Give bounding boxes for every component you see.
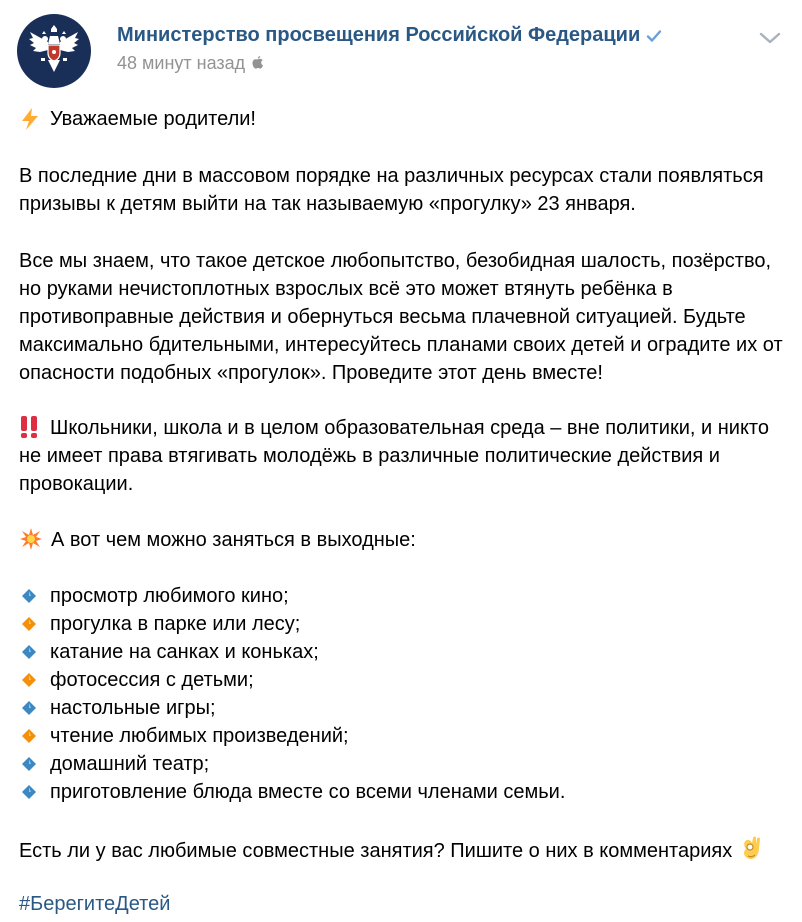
activity-item: настольные игры; [50, 697, 216, 719]
post-author-link[interactable] [117, 24, 662, 49]
lightning-emoji-icon [19, 107, 41, 136]
author-name[interactable]: Министерство просвещения Российской Федерации [117, 24, 641, 46]
activity-item: катание на санках и коньках; [50, 641, 319, 663]
blue-diamond-icon [20, 699, 38, 722]
activities-intro: А вот чем можно заняться в выходные: [51, 529, 416, 551]
paragraph-2-line-1: Все мы знаем, что такое детское любопытство, безобидная шалость, позёрство, [19, 250, 772, 272]
post-menu-chevron-down-icon[interactable] [758, 30, 782, 46]
paragraph-2-line-5: опасности подобных «прогулок». Проведите этот день вместе! [19, 362, 603, 384]
ministry-emblem-avatar[interactable] [17, 14, 91, 88]
verified-check-icon [646, 26, 662, 49]
blue-diamond-icon [20, 643, 38, 666]
paragraph-1-line-2: призывы к детям выйти на так называемую «прогулку» 23 января. [19, 193, 636, 215]
paragraph-1-line-1: В последние дни в массовом порядке на различных ресурсах стали появляться [19, 165, 764, 187]
closing-question [19, 835, 764, 868]
activity-item: просмотр любимого кино; [50, 585, 289, 607]
collision-emoji-icon [19, 527, 43, 556]
blue-diamond-icon [20, 755, 38, 778]
paragraph-3-line-1: Школьники, школа и в целом образовательная среда – вне политики, и никто [50, 417, 769, 439]
orange-diamond-icon [20, 727, 38, 750]
orange-diamond-icon [20, 671, 38, 694]
blue-diamond-icon [20, 587, 38, 610]
post-time[interactable]: 48 минут назад [117, 53, 246, 73]
closing-question-text: Есть ли у вас любимые совместные занятия? Пишите о них в комментариях [19, 840, 733, 862]
paragraph-2-line-4: максимально бдительными, интересуйтесь планами своих детей и оградите их от [19, 334, 783, 356]
paragraph-2-line-2: но руками нечистоплотных взрослых всё это может втянуть ребёнка в [19, 278, 673, 300]
post-greeting: Уважаемые родители! [50, 108, 256, 130]
paragraph-3-line-2: не имеет права втягивать молодёжь в различные политические действия и [19, 445, 720, 467]
hashtag-link[interactable]: #БерегитеДетей [19, 893, 171, 915]
apple-icon [251, 54, 264, 75]
ok-hand-emoji-icon [740, 835, 764, 868]
activity-item: фотосессия с детьми; [50, 669, 254, 691]
paragraph-2-line-3: противоправные действия и обернуться весьма плачевной ситуацией. Будьте [19, 306, 746, 328]
paragraph-3-line-3: провокации. [19, 473, 134, 495]
activity-item: приготовление блюда вместе со всеми членами семьи. [50, 781, 566, 803]
double-exclamation-emoji-icon [19, 415, 41, 444]
activity-item: домашний театр; [50, 753, 210, 775]
post-meta [117, 53, 264, 75]
blue-diamond-icon [20, 783, 38, 806]
activity-item: чтение любимых произведений; [50, 725, 349, 747]
activity-item: прогулка в парке или лесу; [50, 613, 301, 635]
orange-diamond-icon [20, 615, 38, 638]
